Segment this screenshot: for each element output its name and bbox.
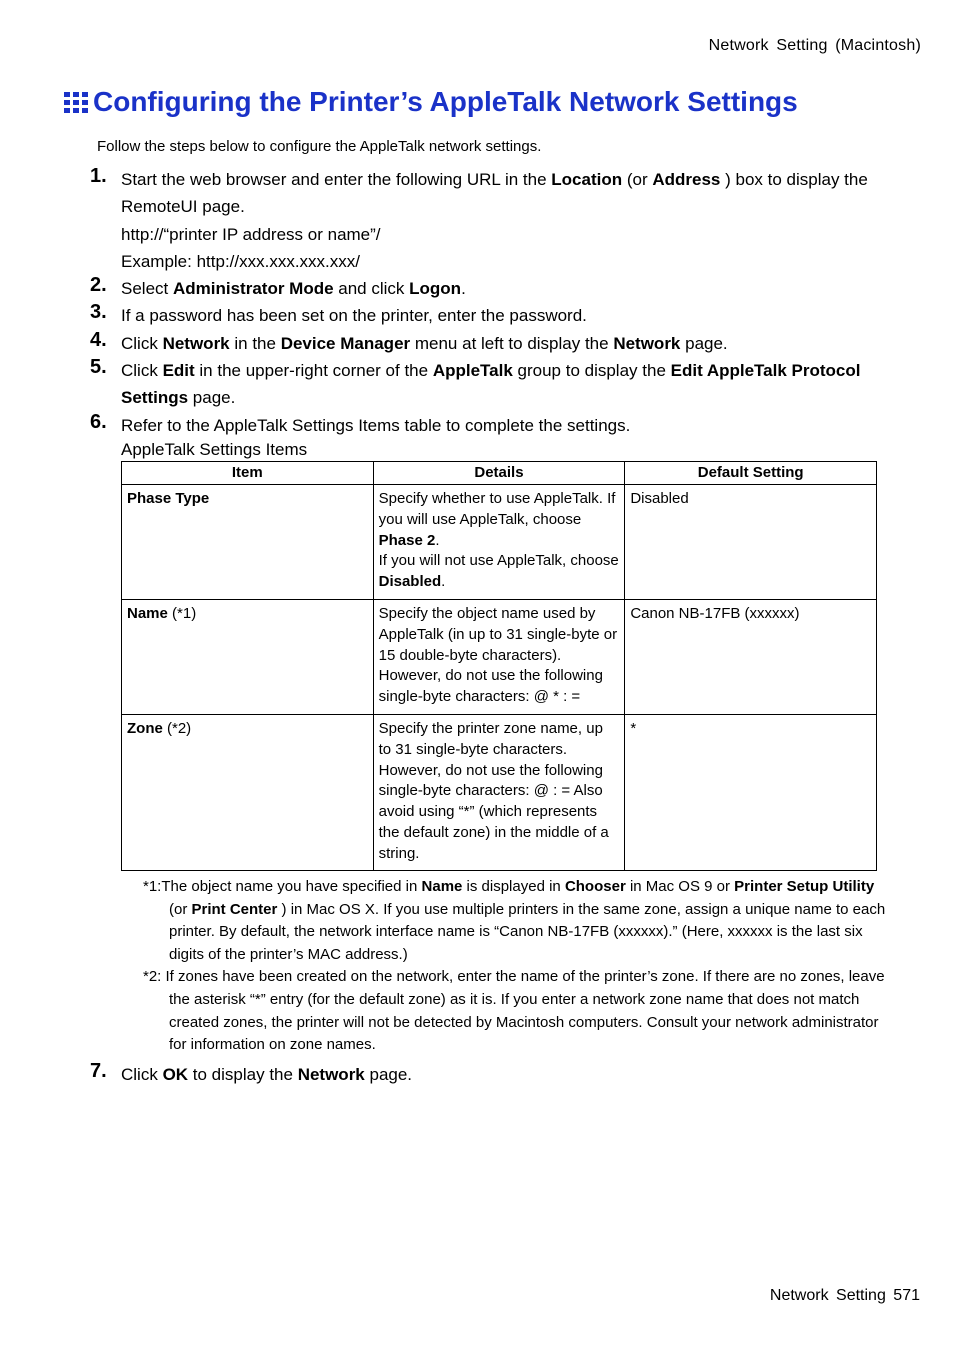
step-body	[121, 357, 890, 412]
note-1: *1:The object name you have specified in Name is displayed in Chooser in Mac OS 9 or Printer Setup Utility (or Print Center ) in Mac OS X. If you use multiple printers in the same zone, assign a unique name to each printer. By default, the network interface name is “Canon NB-17FB (xxxxxx).” (Here, xxxxxx is the last six digits of the printer’s MAC address.)	[143, 877, 886, 963]
table-header-row	[122, 461, 877, 484]
step-number: 4.	[90, 328, 107, 351]
step-number: 7.	[90, 1059, 107, 1082]
step-text: Refer to the AppleTalk Settings Items table to complete the settings.	[121, 415, 631, 435]
step-number: 6.	[90, 410, 107, 433]
running-head: Network Setting (Macintosh)	[708, 37, 921, 54]
settings-table	[121, 461, 877, 871]
step-text: Click Edit in the upper-right corner of the AppleTalk group to display the Edit AppleTalk Protocol Settings page.	[121, 361, 861, 408]
url-pattern: http://“printer IP address or name”/	[121, 224, 381, 244]
step-text: Click OK to display the Network page.	[121, 1064, 413, 1084]
page-title-text: Configuring the Printer’s AppleTalk Network Settings	[93, 86, 798, 117]
table-caption: AppleTalk Settings Items	[121, 439, 308, 459]
step-3	[90, 302, 890, 329]
default-cell: Canon NB-17FB (xxxxxx)	[625, 599, 877, 714]
step-text: If a password has been set on the printer, enter the password.	[121, 306, 587, 326]
url-example: Example: http://xxx.xxx.xxx.xxx/	[121, 251, 361, 271]
column-header-details: Details	[373, 461, 625, 484]
table-row	[122, 484, 877, 599]
item-cell: Phase Type	[122, 484, 374, 599]
step-text: Start the web browser and enter the following URL in the Location (or Address ) box to display the RemoteUI page.	[121, 170, 868, 217]
step-4	[90, 330, 890, 357]
step-number: 5.	[90, 356, 107, 379]
table-notes	[143, 876, 890, 1057]
step-6	[90, 412, 890, 1061]
column-header-default: Default Setting	[625, 461, 877, 484]
step-body	[121, 330, 890, 357]
default-cell: Disabled	[625, 484, 877, 599]
step-body	[121, 166, 890, 275]
page-footer	[770, 1287, 920, 1305]
intro-text: Follow the steps below to configure the AppleTalk network settings.	[97, 138, 542, 155]
step-1	[90, 166, 890, 275]
step-7	[90, 1061, 890, 1088]
page-title	[64, 86, 798, 118]
step-5	[90, 357, 890, 412]
table-row	[122, 599, 877, 714]
column-header-item: Item	[122, 461, 374, 484]
grid-icon	[64, 91, 88, 113]
footer-section: Network Setting	[769, 1287, 886, 1304]
step-number: 3.	[90, 301, 107, 324]
step-number: 2.	[90, 274, 107, 297]
details-cell: Specify the object name used by AppleTalk (in up to 31 single-byte or 15 double-byte characters). However, do not use the following single-byte characters: @ * : =	[373, 599, 625, 714]
step-2	[90, 275, 890, 302]
item-cell: Name (*1)	[122, 599, 374, 714]
note-2: *2: If zones have been created on the network, enter the name of the printer’s zone. If there are no zones, leave the asterisk “*” entry (for the default zone) as it is. If you enter a network zone name that does not match created zones, the printer will not be detected by Macintosh computers. Consult your network administrator for information on zone names.	[143, 968, 885, 1054]
details-cell: Specify whether to use AppleTalk. If you will use AppleTalk, choose Phase 2. If you will not use AppleTalk, choose Disabled.	[373, 484, 625, 599]
step-text: Click Network in the Device Manager menu at left to display the Network page.	[121, 333, 728, 353]
table-row	[122, 714, 877, 870]
step-body	[121, 275, 890, 302]
page-number: 571	[893, 1287, 920, 1304]
default-cell: *	[625, 714, 877, 870]
item-cell: Zone (*2)	[122, 714, 374, 870]
step-text: Select Administrator Mode and click Logon.	[121, 279, 466, 299]
step-body	[121, 1061, 890, 1088]
step-body	[121, 302, 890, 329]
step-body	[121, 412, 890, 1061]
steps-list	[90, 166, 890, 1088]
step-number: 1.	[90, 165, 107, 187]
details-cell: Specify the printer zone name, up to 31 single-byte characters. However, do not use the following single-byte characters: @ : = Also avoid using “*” (which represents the default zone) in the middle of a string.	[373, 714, 625, 870]
